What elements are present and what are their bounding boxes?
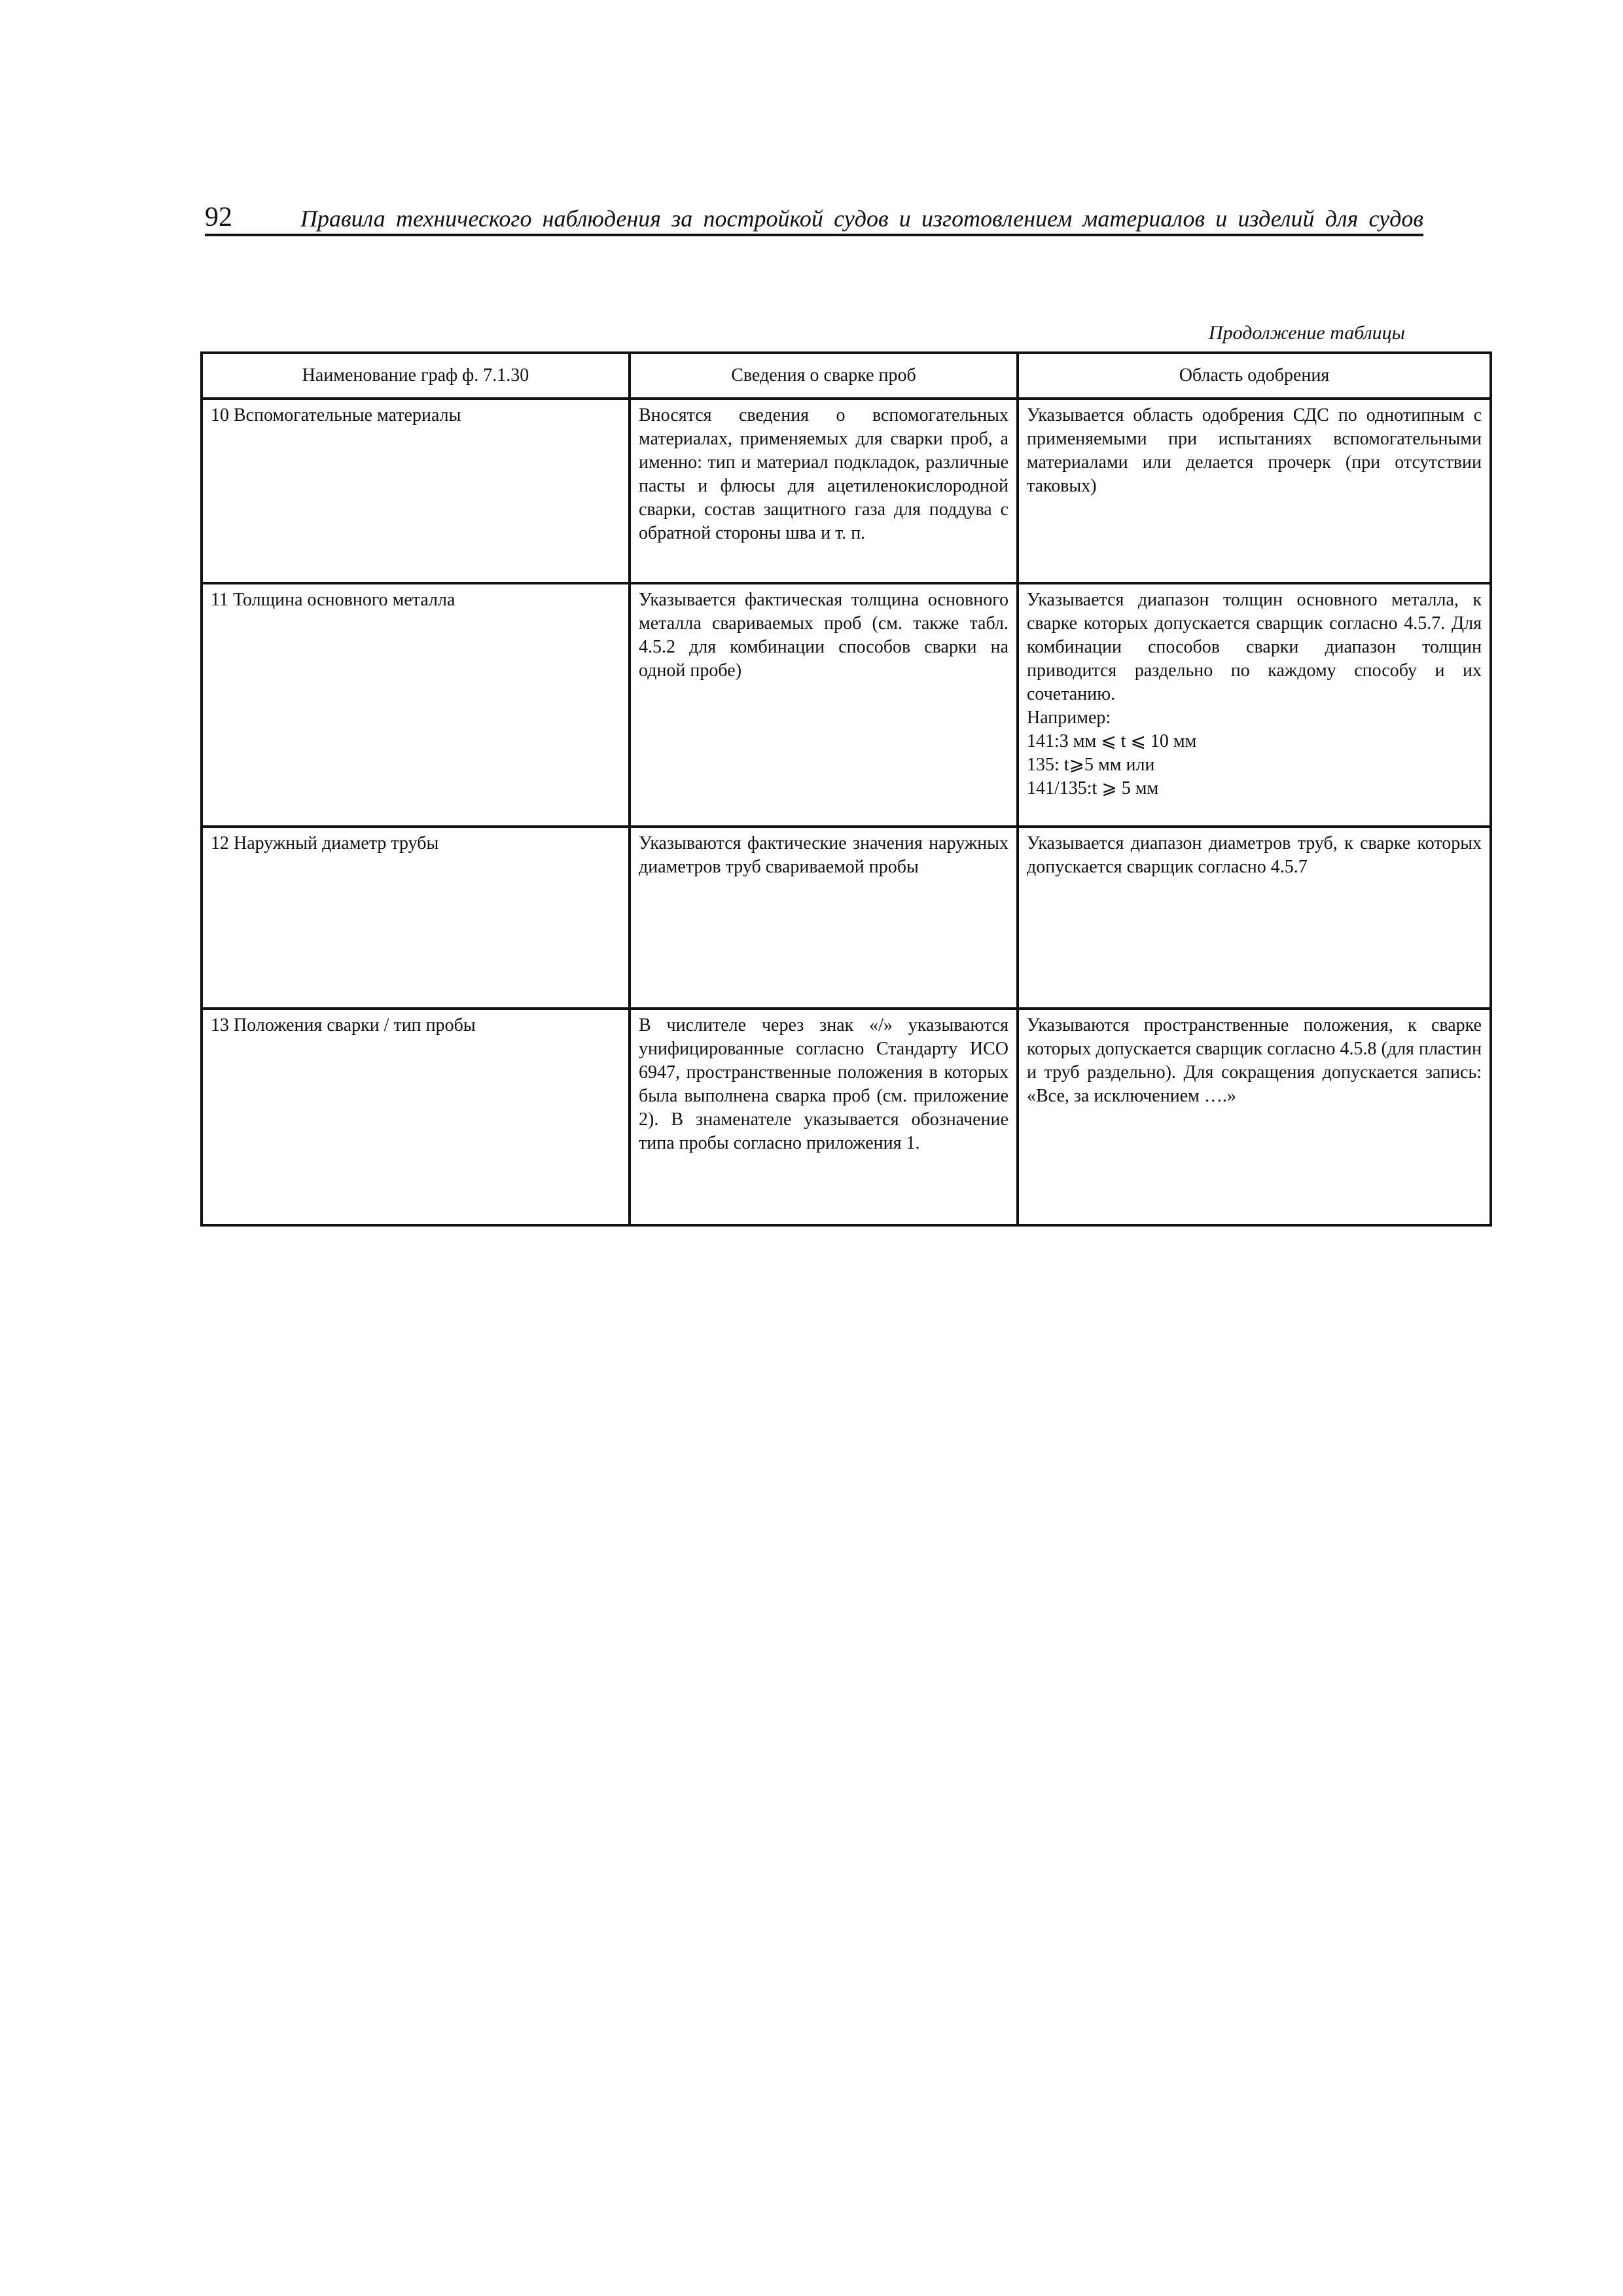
page-number: 92 [205,202,232,232]
row-approval-range: Указываются пространственные положения, к сварке которых допускается сварщик согласно 4.5.8 (для пластин и труб раздельно). Для сокращения допускается запись: «Все, за исключением ….» [1018,1009,1491,1225]
table-continuation-caption: Продолжение таблицы [1208,322,1405,344]
row-weld-info: В числителе через знак «/» указываются унифицированные согласно Стандарту ИСО 6947, пространственные положения в которых была выполнена сварка проб (см. приложение 2). В знаменателе указывается обозначение типа пробы согласно приложения 1. [630,1009,1018,1225]
running-title: Правила технического наблюдения за постройкой судов и изготовлением материалов и изделий для судов [300,206,1423,232]
example-line: 135: t⩾5 мм или [1027,755,1155,775]
running-header [205,198,1423,234]
row-field-name: 13 Положения сварки / тип пробы [202,1009,630,1225]
row-field-name: 12 Наружный диаметр трубы [202,827,630,1009]
table-row [202,583,1491,827]
row-weld-info: Указываются фактические значения наружных диаметров труб свариваемой пробы [630,827,1018,1009]
column-header-field-name: Наименование граф ф. 7.1.30 [202,353,630,399]
column-header-approval-range: Область одобрения [1018,353,1491,399]
row-approval-range [1018,583,1491,827]
row-weld-info: Указывается фактическая толщина основного металла свариваемых проб (см. также табл. 4.5.2 для комбинации способов сварки на одной пробе) [630,583,1018,827]
row-approval-range: Указывается область одобрения СДС по однотипным с применяемыми при испытаниях вспомогательными материалами или делается прочерк (при отсутствии таковых) [1018,399,1491,583]
row-weld-info: Вносятся сведения о вспомогательных материалах, применяемых для сварки проб, а именно: тип и материал подкладок, различные пасты и флюсы для ацетиленокислородной сварки, состав защитного газа для поддува с обратной стороны шва и т. п. [630,399,1018,583]
table-header-row [202,353,1491,399]
row-field-name: 11 Толщина основного металла [202,583,630,827]
row-approval-range: Указывается диапазон диаметров труб, к сварке которых допускается сварщик согласно 4.5.7 [1018,827,1491,1009]
example-label: Например: [1027,708,1111,728]
column-header-weld-info: Сведения о сварке проб [630,353,1018,399]
row-field-name: 10 Вспомогательные материалы [202,399,630,583]
table-row [202,827,1491,1009]
header-rule [205,234,1423,236]
table-row [202,1009,1491,1225]
example-line: 141/135:t ⩾ 5 мм [1027,778,1159,798]
approval-text: Указывается диапазон толщин основного металла, к сварке которых допускается сварщик согласно 4.5.7. Для комбинации способов сварки диапазон толщин приводится раздельно по каждому способу и их сочетанию. [1027,590,1482,704]
table-row [202,399,1491,583]
example-line: 141:3 мм ⩽ t ⩽ 10 мм [1027,731,1197,751]
welding-approval-table [200,351,1492,1227]
